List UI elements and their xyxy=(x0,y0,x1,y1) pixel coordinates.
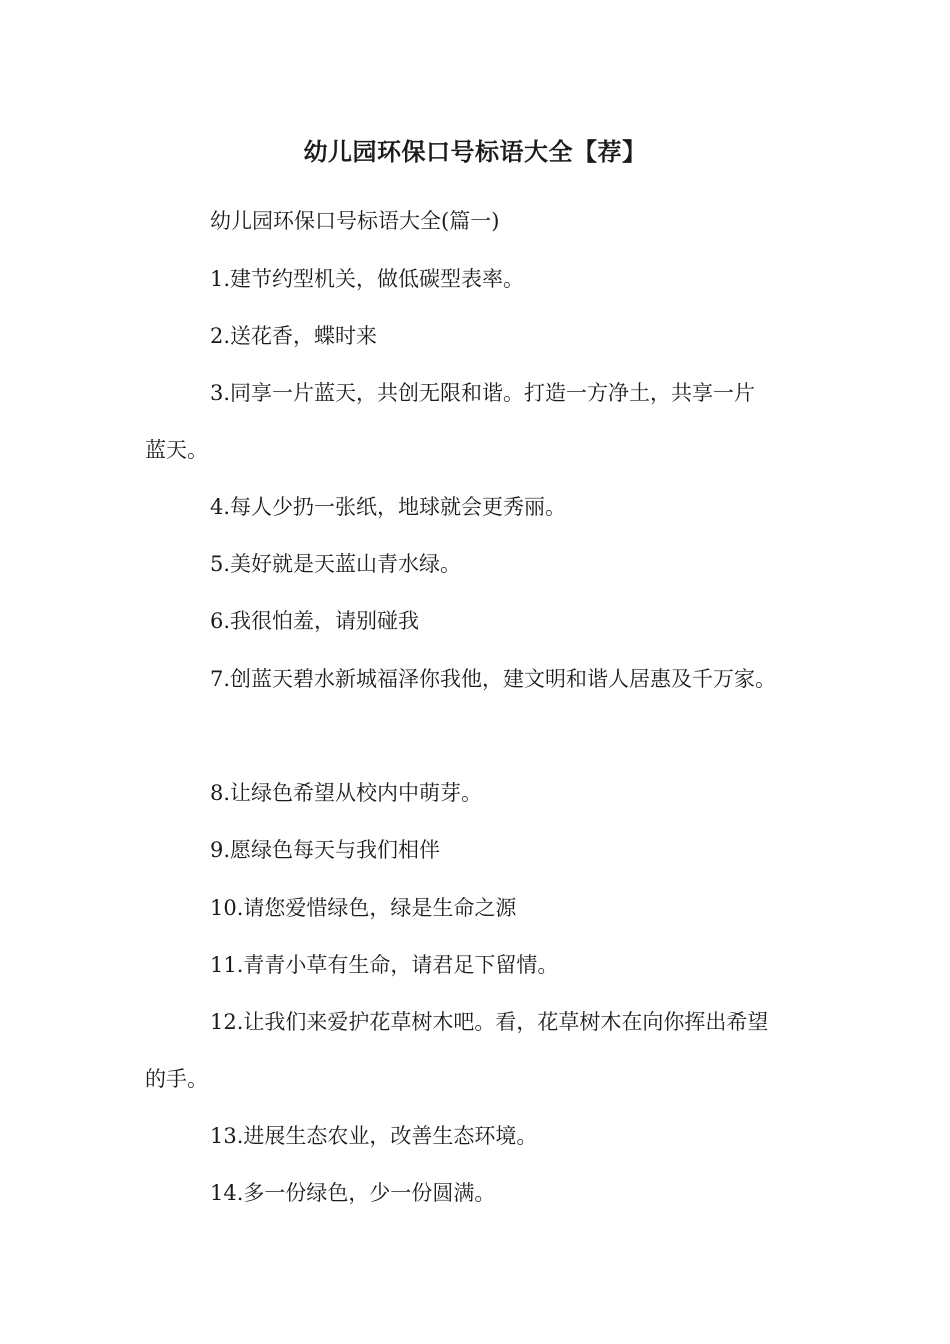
slogan-item-5: 5.美好就是天蓝山青水绿。 xyxy=(210,552,462,576)
slogan-item-6: 6.我很怕羞，请别碰我 xyxy=(210,609,420,633)
slogan-item-2: 2.送花香，蝶时来 xyxy=(210,324,378,348)
slogan-item-3: 3.同享一片蓝天，共创无限和谐。打造一方净土，共享一片 xyxy=(210,381,756,405)
slogan-item-12-continued: 的手。 xyxy=(145,1067,208,1091)
slogan-item-4: 4.每人少扔一张纸，地球就会更秀丽。 xyxy=(210,495,567,519)
slogan-item-13: 13.进展生态农业，改善生态环境。 xyxy=(210,1124,538,1148)
slogan-item-12: 12.让我们来爱护花草树木吧。看，花草树木在向你挥出希望 xyxy=(210,1010,769,1034)
slogan-item-9: 9.愿绿色每天与我们相伴 xyxy=(210,838,441,862)
section-heading: 幼儿园环保口号标语大全(篇一) xyxy=(210,209,500,233)
slogan-item-14: 14.多一份绿色，少一份圆满。 xyxy=(210,1181,496,1205)
slogan-item-10: 10.请您爱惜绿色，绿是生命之源 xyxy=(210,896,517,920)
slogan-item-8: 8.让绿色希望从校内中萌芽。 xyxy=(210,781,483,805)
document-title: 幼儿园环保口号标语大全【荐】 xyxy=(303,137,647,166)
slogan-item-3-continued: 蓝天。 xyxy=(145,438,208,462)
slogan-item-7: 7.创蓝天碧水新城福泽你我他，建文明和谐人居惠及千万家。 xyxy=(210,667,777,691)
slogan-item-1: 1.建节约型机关，做低碳型表率。 xyxy=(210,267,525,291)
slogan-item-11: 11.青青小草有生命，请君足下留情。 xyxy=(210,953,559,977)
